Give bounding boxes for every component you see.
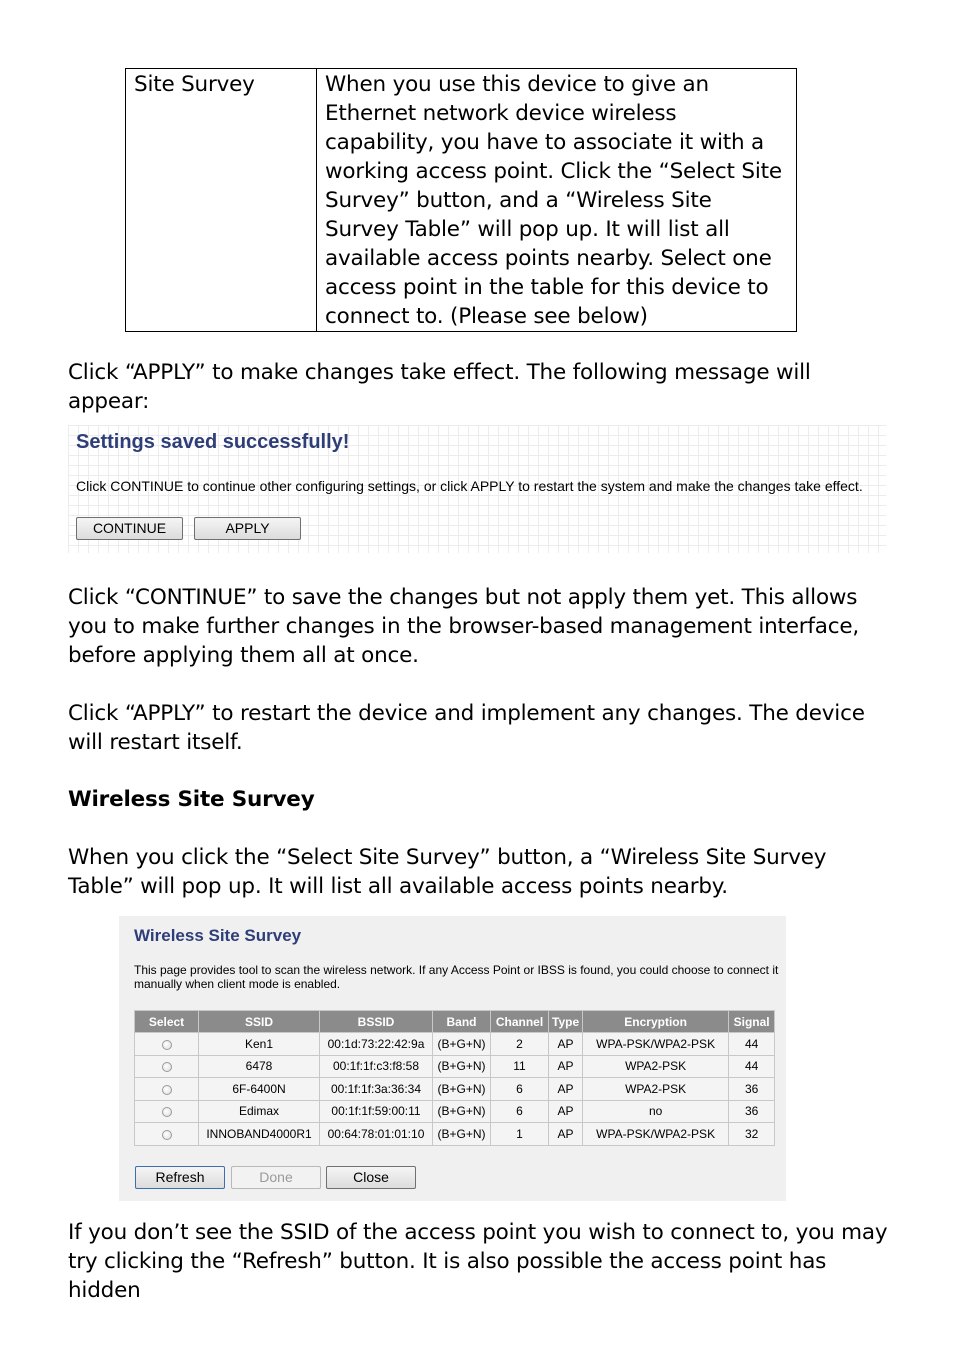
select-radio[interactable] [162,1085,172,1095]
select-cell [135,1101,198,1123]
close-button[interactable]: Close [326,1166,416,1189]
definition-table [125,68,797,332]
bssid-cell: 00:64:78:01:01:10 [320,1123,432,1145]
apply-restart-note: Click “APPLY” to restart the device and implement any changes. The device will restart itself. [68,701,865,755]
term-cell: Site Survey [126,69,317,332]
type-cell: AP [549,1033,582,1055]
select-cell [135,1056,198,1078]
description-cell: When you use this device to give an Ethernet network device wireless capability, you have to associate it with a working access point. Click the “Select Site Survey” button, and a “Wireless Site Survey Table” will pop up. It will list all available access points nearby. Select one access point in the table for this device to connect to. (Please see below) [317,69,797,332]
signal-cell: 44 [729,1033,774,1055]
table-row [135,1123,774,1145]
select-radio[interactable] [162,1130,172,1140]
refresh-button[interactable]: Refresh [135,1166,225,1189]
bssid-cell: 00:1f:1f:59:00:11 [320,1101,432,1123]
col-band: Band [433,1011,490,1032]
select-radio[interactable] [162,1040,172,1050]
continue-note: Click “CONTINUE” to save the changes but not apply them yet. This allows you to make further changes in the browser-based management interface, before applying them all at once. [68,585,860,668]
type-cell: AP [549,1123,582,1145]
select-radio[interactable] [162,1107,172,1117]
site-survey-screenshot [119,916,786,1201]
select-cell [135,1123,198,1145]
type-cell: AP [549,1056,582,1078]
survey-intro: When you click the “Select Site Survey” button, a “Wireless Site Survey Table” will pop up. It will list all available access points nearby. [68,845,827,899]
encryption-cell: WPA2-PSK [583,1056,728,1078]
table-header-row [135,1011,774,1032]
select-cell [135,1078,198,1100]
ssid-cell: Ken1 [199,1033,319,1055]
band-cell: (B+G+N) [433,1033,490,1055]
band-cell: (B+G+N) [433,1078,490,1100]
apply-note: Click “APPLY” to make changes take effect. The following message will appear: [68,360,811,414]
select-radio[interactable] [162,1062,172,1072]
ssid-cell: INNOBAND4000R1 [199,1123,319,1145]
settings-saved-title: Settings saved successfully! [76,431,350,453]
channel-cell: 1 [491,1123,548,1145]
continue-button[interactable]: CONTINUE [76,517,183,540]
table-row [135,1056,774,1078]
col-bssid: BSSID [320,1011,432,1032]
col-select: Select [135,1011,198,1032]
encryption-cell: WPA-PSK/WPA2-PSK [583,1033,728,1055]
col-ssid: SSID [199,1011,319,1032]
section-heading: Wireless Site Survey [68,787,315,812]
settings-saved-message: Click CONTINUE to continue other configuring settings, or click APPLY to restart the system and make the changes take effect. [76,478,863,494]
channel-cell: 6 [491,1078,548,1100]
refresh-note: If you don’t see the SSID of the access point you wish to connect to, you may try clicking the “Refresh” button. It is also possible the access point has hidden [68,1220,888,1303]
encryption-cell: WPA2-PSK [583,1078,728,1100]
band-cell: (B+G+N) [433,1101,490,1123]
channel-cell: 11 [491,1056,548,1078]
col-signal: Signal [729,1011,774,1032]
band-cell: (B+G+N) [433,1056,490,1078]
signal-cell: 44 [729,1056,774,1078]
signal-cell: 36 [729,1078,774,1100]
col-encryption: Encryption [583,1011,728,1032]
channel-cell: 6 [491,1101,548,1123]
col-type: Type [549,1011,582,1032]
type-cell: AP [549,1101,582,1123]
encryption-cell: no [583,1101,728,1123]
site-survey-title: Wireless Site Survey [134,926,302,945]
settings-saved-screenshot [68,425,886,553]
site-survey-table [134,1010,775,1146]
select-cell [135,1033,198,1055]
bssid-cell: 00:1f:1f:c3:f8:58 [320,1056,432,1078]
table-row [135,1078,774,1100]
ssid-cell: 6F-6400N [199,1078,319,1100]
ssid-cell: 6478 [199,1056,319,1078]
site-survey-description: This page provides tool to scan the wireless network. If any Access Point or IBSS is found, you could choose to connect it manually when client mode is enabled. [134,963,779,991]
channel-cell: 2 [491,1033,548,1055]
bssid-cell: 00:1d:73:22:42:9a [320,1033,432,1055]
signal-cell: 32 [729,1123,774,1145]
apply-button[interactable]: APPLY [194,517,301,540]
type-cell: AP [549,1078,582,1100]
signal-cell: 36 [729,1101,774,1123]
encryption-cell: WPA-PSK/WPA2-PSK [583,1123,728,1145]
done-button[interactable]: Done [231,1166,321,1189]
table-row [135,1033,774,1055]
table-row [135,1101,774,1123]
ssid-cell: Edimax [199,1101,319,1123]
band-cell: (B+G+N) [433,1123,490,1145]
bssid-cell: 00:1f:1f:3a:36:34 [320,1078,432,1100]
definition-row [126,69,797,332]
col-channel: Channel [491,1011,548,1032]
